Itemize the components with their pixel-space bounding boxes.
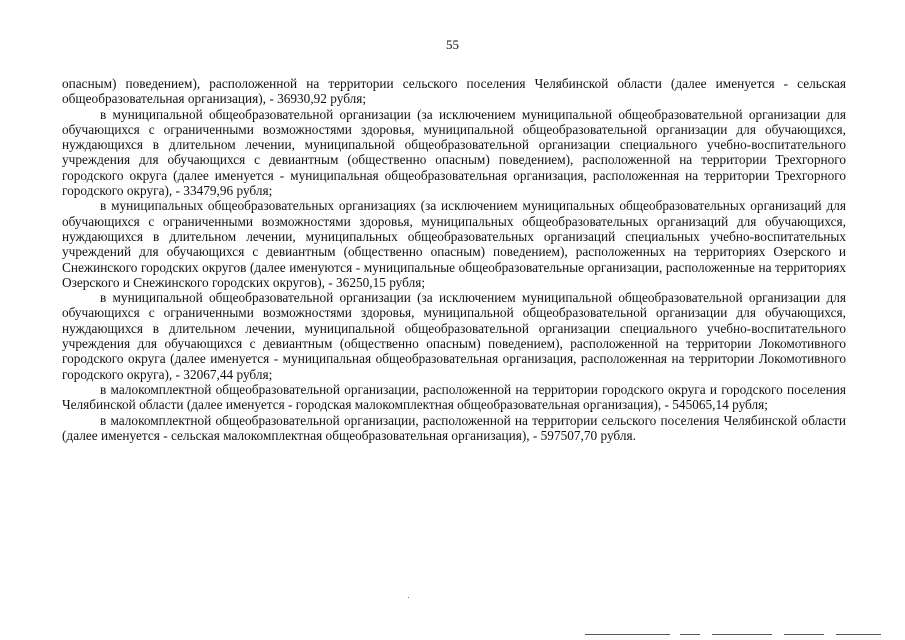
document-body <box>62 76 846 443</box>
paragraph-rural-small-school: в малокомплектной общеобразовательной организации, расположенной на территории сельского поселения Челябинской области (далее именуется - сельская малокомплектная общеобразовательная организация), - 597507,70 рубля. <box>62 412 846 443</box>
scan-artifact-line <box>836 634 881 635</box>
paragraph-ozersk-snezhinsk-organizations: в муниципальных общеобразовательных организациях (за исключением муниципальных общеобразовательных организаций для обучающихся с ограниченными возможностями здоровья, муниципальных общеобразовательных организаций для обучающихся, нуждающихся в длительном лечении, муниципальных общеобразовательных организаций специальных учебно-воспитательных учреждений для обучающихся с девиантным (общественно опасным) поведением), расположенных на территориях Озерского и Снежинского городских округов (далее именуются - муниципальные общеобразовательные организации, расположенные на территориях Озерского и Снежинского городских округов), - 36250,15 рубля; <box>62 198 846 290</box>
scan-artifact-line <box>712 634 772 635</box>
paragraph-trekhgorny-organization: в муниципальной общеобразовательной организации (за исключением муниципальной общеобразовательной организации для обучающихся с ограниченными возможностями здоровья, муниципальной общеобразовательной организации для обучающихся, нуждающихся в длительном лечении, муниципальной общеобразовательной организации специального учебно-воспитательного учреждения для обучающихся с девиантным (общественно опасным) поведением), расположенной на территории Трехгорного городского округа (далее именуется - муниципальная общеобразовательная организация, расположенная на территории Трехгорного городского округа), - 33479,96 рубля; <box>62 106 846 199</box>
paragraph-rural-organization-continuation: опасным) поведением), расположенной на территории сельского поселения Челябинской области (далее именуется - сельская общеобразовательная организация), - 36930,92 рубля; <box>62 76 846 107</box>
scan-speck <box>408 597 409 598</box>
paragraph-lokomotivny-organization: в муниципальной общеобразовательной организации (за исключением муниципальной общеобразовательной организации для обучающихся с ограниченными возможностями здоровья, муниципальной общеобразовательной организации для обучающихся, нуждающихся в длительном лечении, муниципальной общеобразовательной организации специального учебно-воспитательного учреждения для обучающихся с девиантным (общественно опасным) поведением), расположенной на территории Локомотивного городского округа (далее именуется - муниципальная общеобразовательная организация, расположенная на территории Локомотивного городского округа), - 32067,44 рубля; <box>62 290 846 382</box>
scan-artifact-line <box>784 634 824 635</box>
scan-artifact-line <box>585 634 670 635</box>
scan-artifact-line <box>680 634 700 635</box>
paragraph-urban-small-school: в малокомплектной общеобразовательной организации, расположенной на территории городского округа и городского поселения Челябинской области (далее именуется - городская малокомплектная общеобразовательная организация), - 545065,14 рубля; <box>62 381 846 413</box>
page-number: 55 <box>446 37 459 52</box>
